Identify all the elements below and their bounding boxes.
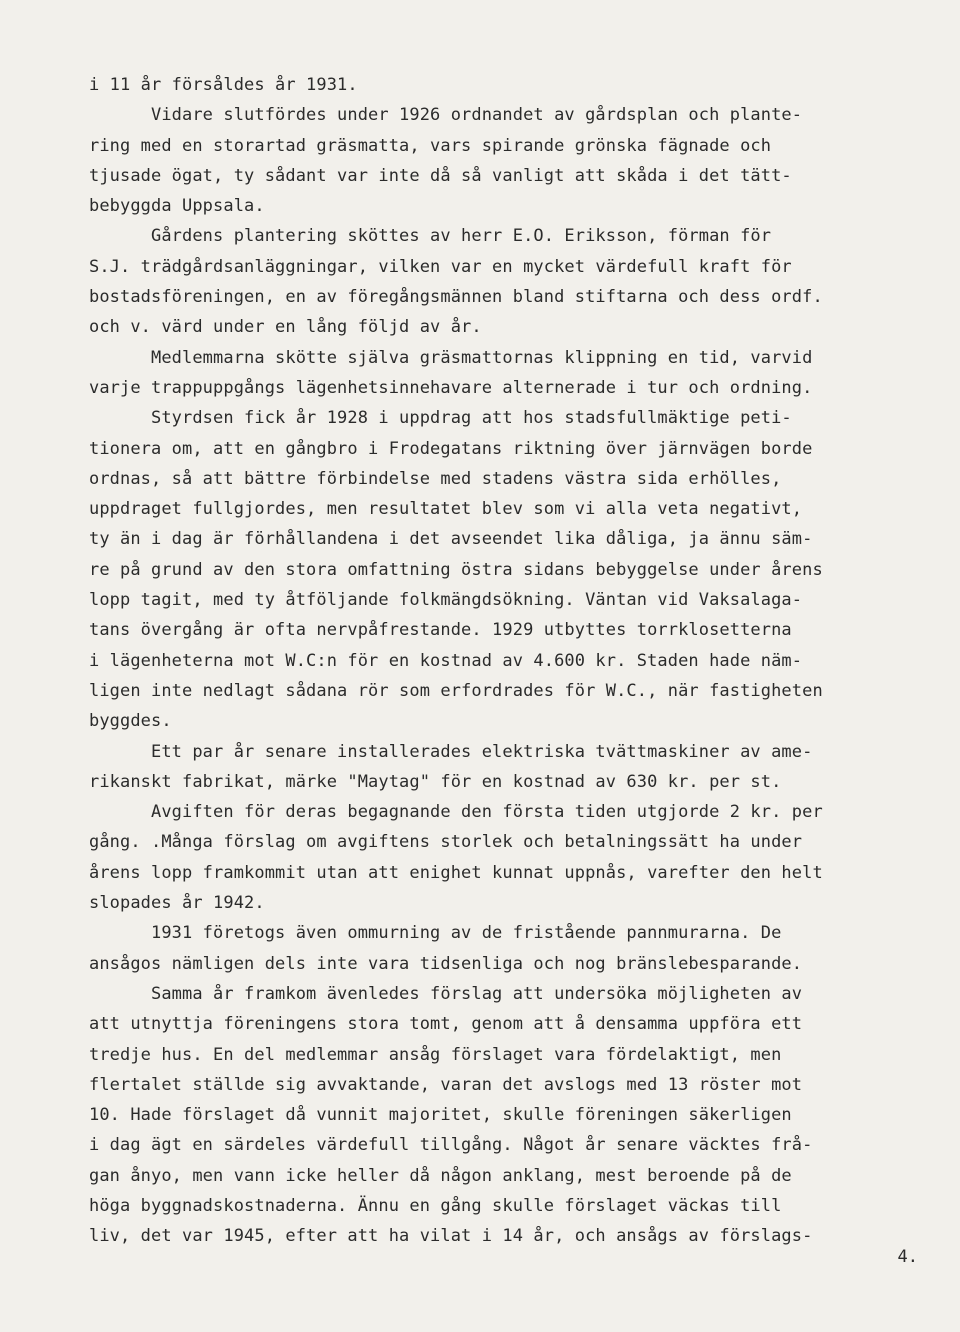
text-line: ty än i dag är förhållandena i det avseendet lika dåliga, ja ännu säm- bbox=[89, 529, 813, 550]
text-line: bebyggda Uppsala. bbox=[89, 196, 265, 217]
text-line: rikanskt fabrikat, märke "Maytag" för en kostnad av 630 kr. per st. bbox=[89, 771, 782, 792]
text-line: Samma år framkom ävenledes förslag att undersöka möjligheten av bbox=[89, 983, 803, 1004]
text-line: Vidare slutfördes under 1926 ordnandet av gårdsplan och plante- bbox=[89, 105, 803, 126]
text-line: 1931 företogs även ommurning av de fristående pannmurarna. De bbox=[89, 923, 782, 944]
text-line: S.J. trädgårdsanläggningar, vilken var en mycket värdefull kraft för bbox=[89, 256, 792, 277]
text-line: tredje hus. En del medlemmar ansåg förslaget vara fördelaktigt, men bbox=[89, 1044, 782, 1065]
text-line: ansågos nämligen dels inte vara tidsenliga och nog bränslebesparande. bbox=[89, 953, 803, 974]
text-line: ligen inte nedlagt sådana rör som erfordrades för W.C., när fastigheten bbox=[89, 680, 823, 701]
text-line: gång. .Många förslag om avgiftens storlek och betalningssätt ha under bbox=[89, 832, 803, 853]
text-line: byggdes. bbox=[89, 711, 172, 732]
text-line: gan ånyo, men vann icke heller då någon anklang, mest beroende på de bbox=[89, 1165, 792, 1186]
text-line: att utnyttja föreningens stora tomt, genom att å densamma uppföra ett bbox=[89, 1014, 803, 1035]
text-line: och v. värd under en lång följd av år. bbox=[89, 317, 482, 338]
text-line: re på grund av den stora omfattning östra sidans bebyggelse under årens bbox=[89, 559, 823, 580]
text-line: tionera om, att en gångbro i Frodegatans riktning över järnvägen borde bbox=[89, 438, 813, 459]
text-line: uppdraget fullgjordes, men resultatet blev som vi alla veta negativt, bbox=[89, 499, 803, 520]
text-line: tans övergång är ofta nervpåfrestande. 1929 utbyttes torrklosetterna bbox=[89, 620, 792, 641]
text-line: Styrdsen fick år 1928 i uppdrag att hos stadsfullmäktige peti- bbox=[89, 408, 792, 429]
text-line: flertalet ställde sig avvaktande, varan det avslogs med 13 röster mot bbox=[89, 1074, 803, 1095]
text-line: Medlemmarna skötte själva gräsmattornas klippning en tid, varvid bbox=[89, 347, 813, 368]
page-number: 4. bbox=[897, 1247, 918, 1267]
body-text bbox=[89, 70, 949, 1252]
text-line: varje trappuppgångs lägenhetsinnehavare alternerade i tur och ordning. bbox=[89, 377, 813, 398]
text-line: tjusade ögat, ty sådant var inte då så vanligt att skåda i det tätt- bbox=[89, 165, 792, 186]
text-line: Gårdens plantering sköttes av herr E.O. Eriksson, förman för bbox=[89, 226, 772, 247]
text-line: ordnas, så att bättre förbindelse med stadens västra sida erhölles, bbox=[89, 468, 782, 489]
text-line: årens lopp framkommit utan att enighet kunnat uppnås, varefter den helt bbox=[89, 862, 823, 883]
text-line: 10. Hade förslaget då vunnit majoritet, skulle föreningen säkerligen bbox=[89, 1105, 792, 1126]
text-line: Ett par år senare installerades elektriska tvättmaskiner av ame- bbox=[89, 741, 813, 762]
text-line: bostadsföreningen, en av föregångsmännen bland stiftarna och dess ordf. bbox=[89, 287, 823, 308]
text-line: slopades år 1942. bbox=[89, 893, 265, 914]
text-line: liv, det var 1945, efter att ha vilat i 14 år, och ansågs av förslags- bbox=[89, 1226, 813, 1247]
text-line: i 11 år försåldes år 1931. bbox=[89, 75, 358, 95]
text-line: ring med en storartad gräsmatta, vars spirande grönska fägnade och bbox=[89, 135, 772, 156]
text-line: Avgiften för deras begagnande den första tiden utgjorde 2 kr. per bbox=[89, 802, 823, 823]
text-line: lopp tagit, med ty åtföljande folkmängdsökning. Väntan vid Vaksalaga- bbox=[89, 590, 803, 611]
text-line: i lägenheterna mot W.C:n för en kostnad av 4.600 kr. Staden hade näm- bbox=[89, 650, 803, 671]
text-line: höga byggnadskostnaderna. Ännu en gång skulle förslaget väckas till bbox=[89, 1195, 782, 1216]
text-line: i dag ägt en särdeles värdefull tillgång. Något år senare väcktes frå- bbox=[89, 1135, 813, 1156]
